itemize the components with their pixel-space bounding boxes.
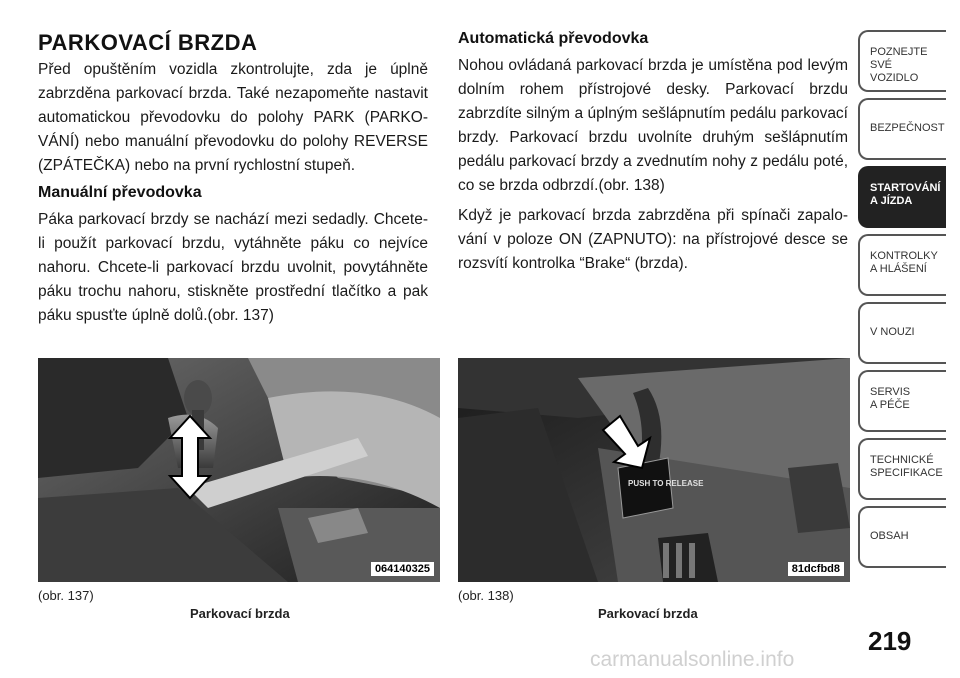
tab-label: BEZPEČNOST (870, 122, 945, 134)
tab-label: OBSAH (870, 530, 909, 542)
parking-lever-illustration (38, 358, 440, 582)
tab-label: A PÉČE (870, 399, 910, 411)
figure-138-caption: Parkovací brzda (598, 606, 698, 621)
tab-label: V NOUZI (870, 326, 915, 338)
figure-code-138: 81dcfbd8 (788, 562, 844, 576)
parking-pedal-illustration (458, 358, 850, 582)
figure-137-number: (obr. 137) (38, 588, 94, 603)
tab-technicke-specifikace[interactable] (858, 438, 946, 500)
section-title: PARKOVACÍ BRZDA (38, 30, 258, 55)
figure-138-parking-brake-pedal (458, 358, 850, 582)
figure-137-caption: Parkovací brzda (190, 606, 290, 621)
tab-label: STARTOVÁNÍ (870, 182, 941, 194)
tab-obsah[interactable] (858, 506, 946, 568)
tab-poznejte-sve-vozidlo[interactable] (858, 30, 946, 92)
intro-paragraph: Před opuštěním vozidla zkontrolujte, zda je úplně zabrzděna parkovací brzda. Také nezapomeňte nastavit automatickou převodovku do polohy PARK (PARKO-VÁNÍ) nebo manuální převodovku do polohy REVERSE (ZPÁTEČKA) nebo na první rychlostní stupeň. (38, 61, 428, 174)
tab-label: KONTROLKY (870, 250, 938, 262)
figure-137-parking-brake-lever (38, 358, 440, 582)
automatic-transmission-heading: Automatická převodovka (458, 30, 649, 47)
manual-transmission-heading: Manuální převodovka (38, 184, 202, 201)
tab-label: SERVIS (870, 386, 911, 398)
watermark: carmanualsonline.info (590, 648, 795, 671)
automatic-paragraph-1: Nohou ovládaná parkovací brzda je umístěna pod levým dolním rohem přístrojové desky. Parkovací brzdu zabrzdíte silným a úplným sešlápnutím pedálu parkovací brzdy. Parkovací brzdu uvolníte druhým sešlápnutím pedálu parkovací brzdy a zvednutím nohy z pedálu poté, co se brzda odbrzdí.(obr. 138) (458, 57, 848, 194)
tab-bezpecnost[interactable] (858, 98, 946, 160)
tab-servis-a-pece[interactable] (858, 370, 946, 432)
right-column (458, 30, 848, 282)
tab-label: A HLÁŠENÍ (870, 263, 927, 275)
figure-138-number: (obr. 138) (458, 588, 514, 603)
tab-label: TECHNICKÉ (870, 454, 934, 466)
manual-transmission-paragraph: Páka parkovací brzdy se nachází mezi sedadly. Chcete-li použít parkovací brzdu, vytáhněte páku co nejvíce nahoru. Chcete-li parkovací brzdu uvolnit, povytáhněte páku trochu nahoru, stiskněte prostřední tlačítko a pak páku spusťte úplně dolů.(obr. 137) (38, 211, 428, 324)
chapter-tabs (858, 30, 946, 574)
tab-label: A JÍZDA (870, 195, 913, 207)
page-number: 219 (868, 626, 912, 656)
tab-label: SPECIFIKACE (870, 467, 943, 479)
tab-kontrolky-a-hlaseni[interactable] (858, 234, 946, 296)
tab-v-nouzi[interactable] (858, 302, 946, 364)
automatic-paragraph-2: Když je parkovací brzda zabrzděna při spínači zapalo-vání v poloze ON (ZAPNUTO): na přístrojové desce se rozsvítí kontrolka “Brake“ (brzda). (458, 207, 848, 272)
figure-code-137: 064140325 (371, 562, 434, 576)
pedal-label: PUSH TO RELEASE (628, 479, 704, 488)
tab-label: SVÉ VOZIDLO (870, 59, 919, 84)
left-column (38, 30, 428, 334)
tab-startovani-a-jizda[interactable] (858, 166, 946, 228)
tab-label: POZNEJTE (870, 46, 928, 58)
